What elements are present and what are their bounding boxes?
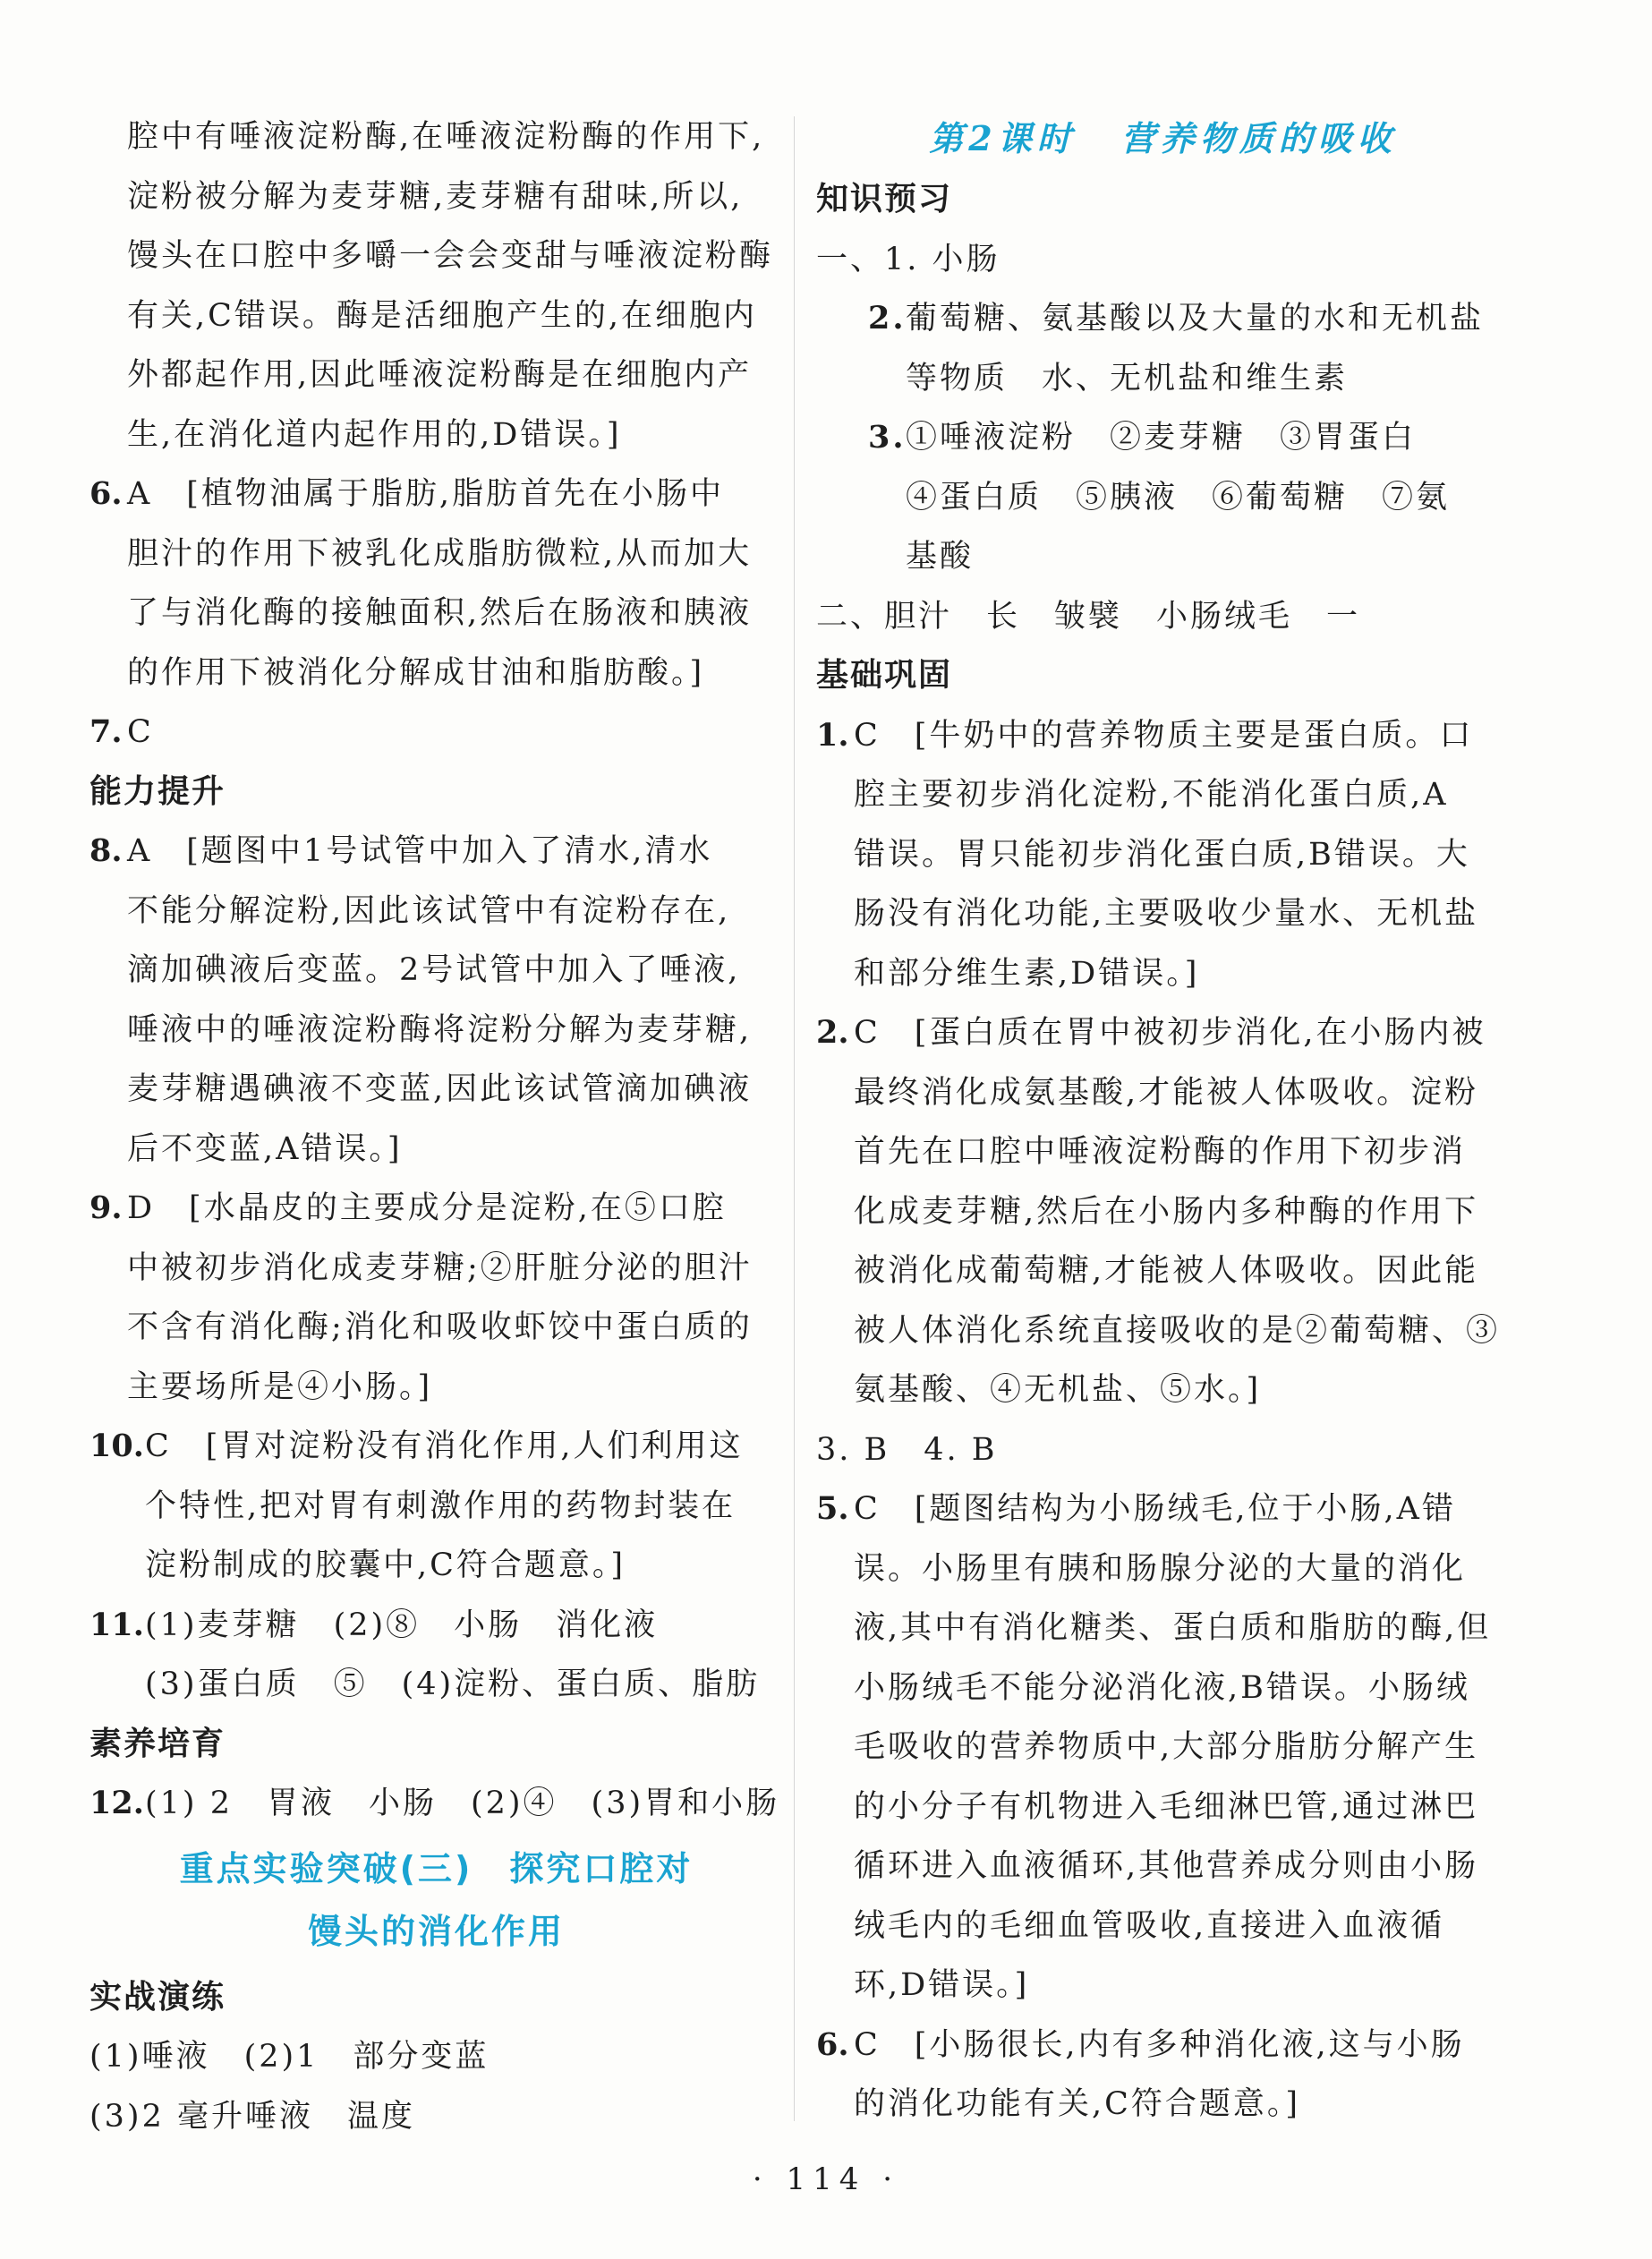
- text-line: ④蛋白质 ⑤胰液 ⑥葡萄糖 ⑦氨: [906, 479, 1451, 516]
- text-line: 和部分维生素,D错误。]: [854, 955, 1200, 992]
- item-number: 9.: [89, 1189, 123, 1226]
- text-line: 环,D错误。]: [854, 1967, 1030, 2003]
- lesson-title: [816, 107, 1510, 170]
- answer-item-10: [89, 1417, 783, 1477]
- answer-item-5: [816, 1479, 1510, 1539]
- text-line: 腔中有唾液淀粉酶,在唾液淀粉酶的作用下,: [127, 119, 765, 155]
- text-line: 最终消化成氨基酸,才能被人体吸收。淀粉: [854, 1074, 1479, 1111]
- answer-item-11: [89, 1596, 783, 1656]
- text-line: 胆汁的作用下被乳化成脂肪微粒,从而加大: [127, 535, 753, 572]
- text-line: 外都起作用,因此唾液淀粉酶是在细胞内产: [127, 357, 753, 393]
- text-line: 基酸: [906, 539, 975, 575]
- item-number: 5.: [816, 1490, 849, 1527]
- text-line: (3)蛋白质 ⑤ (4)淀粉、蛋白质、脂肪: [145, 1667, 761, 1702]
- answer-item-6: [89, 465, 783, 524]
- item-number: 12.: [89, 1785, 144, 1821]
- text-line: A [植物油属于脂肪,脂肪首先在小肠中: [127, 476, 725, 512]
- text-line: 的作用下被消化分解成甘油和脂肪酸。]: [127, 654, 705, 691]
- text-line: 液,其中有消化糖类、蛋白质和脂肪的酶,但: [854, 1610, 1492, 1646]
- text-line: 不含有消化酶;消化和吸收虾饺中蛋白质的: [127, 1309, 753, 1345]
- text-line: C [题图结构为小肠绒毛,位于小肠,A错: [854, 1491, 1456, 1527]
- text-line: 氨基酸、④无机盐、⑤水。]: [854, 1372, 1262, 1408]
- text-line: 绒毛内的毛细血管吸收,直接进入血液循: [854, 1907, 1445, 1944]
- answer-item-8: [89, 822, 783, 882]
- section-heading-basic: 基础巩固: [816, 657, 953, 694]
- text-line: (1)麦芽糖 (2)⑧ 小肠 消化液: [145, 1607, 659, 1643]
- text-line: C: [127, 714, 154, 750]
- text-line: 二、胆汁 长 皱襞 小肠绒毛 一: [816, 598, 1361, 635]
- section-heading-ability: 能力提升: [89, 772, 226, 810]
- text-line: 淀粉被分解为麦芽糖,麦芽糖有甜味,所以,: [127, 178, 744, 215]
- section-heading-practice: 实战演练: [89, 1978, 226, 2016]
- lesson-number: 第2课时: [929, 118, 1077, 158]
- left-column: [89, 107, 783, 2146]
- text-line: 小肠绒毛不能分泌消化液,B错误。小肠绒: [854, 1669, 1470, 1706]
- experiment-heading-line-2: 馒头的消化作用: [307, 1911, 565, 1951]
- text-line: 肠没有消化功能,主要吸收少量水、无机盐: [854, 896, 1479, 932]
- text-line: 后不变蓝,A错误。]: [127, 1130, 403, 1167]
- text-line: 误。小肠里有胰和肠腺分泌的大量的消化: [854, 1550, 1467, 1587]
- text-line: 了与消化酶的接触面积,然后在肠液和胰液: [127, 595, 753, 631]
- text-line: 错误。胃只能初步消化蛋白质,B错误。大: [854, 836, 1470, 873]
- text-line: 的消化功能有关,C符合题意。]: [854, 2086, 1301, 2122]
- text-line: 中被初步消化成麦芽糖;②肝脏分泌的胆汁: [127, 1249, 753, 1286]
- answer-item-6: [816, 2016, 1510, 2076]
- text-line: 等物质 水、无机盐和维生素: [906, 360, 1349, 396]
- text-line: 有关,C错误。酶是活细胞产生的,在细胞内: [127, 297, 758, 334]
- page-number: · 114 ·: [752, 2161, 900, 2197]
- text-line: 一、1. 小肠: [816, 241, 1001, 277]
- answer-item-12: [89, 1774, 783, 1834]
- item-number: 1.: [816, 716, 849, 754]
- text-line: 个特性,把对胃有刺激作用的药物封装在: [145, 1488, 737, 1524]
- item-number: 2.: [868, 300, 907, 337]
- text-line: C [牛奶中的营养物质主要是蛋白质。口: [854, 717, 1474, 754]
- item-number: 3.: [868, 419, 907, 456]
- answer-items-3-4: 3. B 4. B: [816, 1431, 998, 1468]
- item-number: 11.: [89, 1606, 144, 1643]
- item-number: 10.: [89, 1428, 144, 1464]
- section-heading-literacy: 素养培育: [89, 1725, 226, 1762]
- text-line: 滴加碘液后变蓝。2号试管中加入了唾液,: [127, 952, 741, 988]
- preview-item-3: [816, 408, 1510, 468]
- text-line: 淀粉制成的胶囊中,C符合题意。]: [145, 1547, 626, 1583]
- text-line: 腔主要初步消化淀粉,不能消化蛋白质,A: [854, 777, 1449, 813]
- lesson-name: 营养物质的吸收: [1120, 118, 1397, 158]
- answer-item-9: [89, 1179, 783, 1239]
- text-line: 唾液中的唾液淀粉酶将淀粉分解为麦芽糖,: [127, 1011, 753, 1048]
- text-line: 首先在口腔中唾液淀粉酶的作用下初步消: [854, 1134, 1467, 1170]
- text-line: C [蛋白质在胃中被初步消化,在小肠内被: [854, 1015, 1486, 1051]
- text-line: 葡萄糖、氨基酸以及大量的水和无机盐: [906, 301, 1485, 337]
- column-divider: [794, 116, 795, 2121]
- answer-item-2: [816, 1003, 1510, 1063]
- text-line: 循环进入血液循环,其他营养成分则由小肠: [854, 1848, 1479, 1884]
- text-line: 化成麦芽糖,然后在小肠内多种酶的作用下: [854, 1193, 1479, 1230]
- text-line: C [小肠很长,内有多种消化液,这与小肠: [854, 2026, 1465, 2063]
- text-line: 主要场所是④小肠。]: [127, 1368, 433, 1405]
- text-line: (1)唾液 (2)1 部分变蓝: [89, 2039, 490, 2075]
- item-number: 6.: [89, 475, 123, 512]
- text-line: 麦芽糖遇碘液不变蓝,因此该试管滴加碘液: [127, 1071, 753, 1107]
- text-line: 被人体消化系统直接吸收的是②葡萄糖、③: [854, 1312, 1501, 1349]
- preview-item-2: [816, 289, 1510, 349]
- text-line: (3)2 毫升唾液 温度: [89, 2098, 415, 2135]
- text-line: 毛吸收的营养物质中,大部分脂肪分解产生: [854, 1729, 1479, 1765]
- text-line: 不能分解淀粉,因此该试管中有淀粉存在,: [127, 892, 731, 929]
- text-line: ①唾液淀粉 ②麦芽糖 ③胃蛋白: [906, 420, 1417, 456]
- item-number: 8.: [89, 832, 123, 869]
- experiment-heading-line-1: 重点实验突破(三) 探究口腔对: [179, 1848, 694, 1888]
- right-column: [816, 107, 1510, 2135]
- text-line: 生,在消化道内起作用的,D错误。]: [127, 416, 622, 453]
- text-line: 的小分子有机物进入毛细淋巴管,通过淋巴: [854, 1788, 1479, 1825]
- text-line: C [胃对淀粉没有消化作用,人们利用这: [145, 1428, 744, 1464]
- item-number: 7.: [89, 713, 123, 750]
- text-line: 被消化成葡萄糖,才能被人体吸收。因此能: [854, 1253, 1479, 1289]
- text-line: (1) 2 胃液 小肠 (2)④ (3)胃和小肠: [145, 1786, 780, 1821]
- answer-item-1: [816, 706, 1510, 766]
- text-line: D [水晶皮的主要成分是淀粉,在⑤口腔: [127, 1190, 727, 1226]
- text-line: 馒头在口腔中多嚼一会会变甜与唾液淀粉酶: [127, 238, 774, 274]
- item-number: 6.: [816, 2025, 849, 2063]
- item-number: 2.: [816, 1014, 849, 1051]
- text-line: A [题图中1号试管中加入了清水,清水: [127, 833, 713, 869]
- answer-item-7: [89, 703, 783, 763]
- section-heading-preview: 知识预习: [816, 181, 953, 217]
